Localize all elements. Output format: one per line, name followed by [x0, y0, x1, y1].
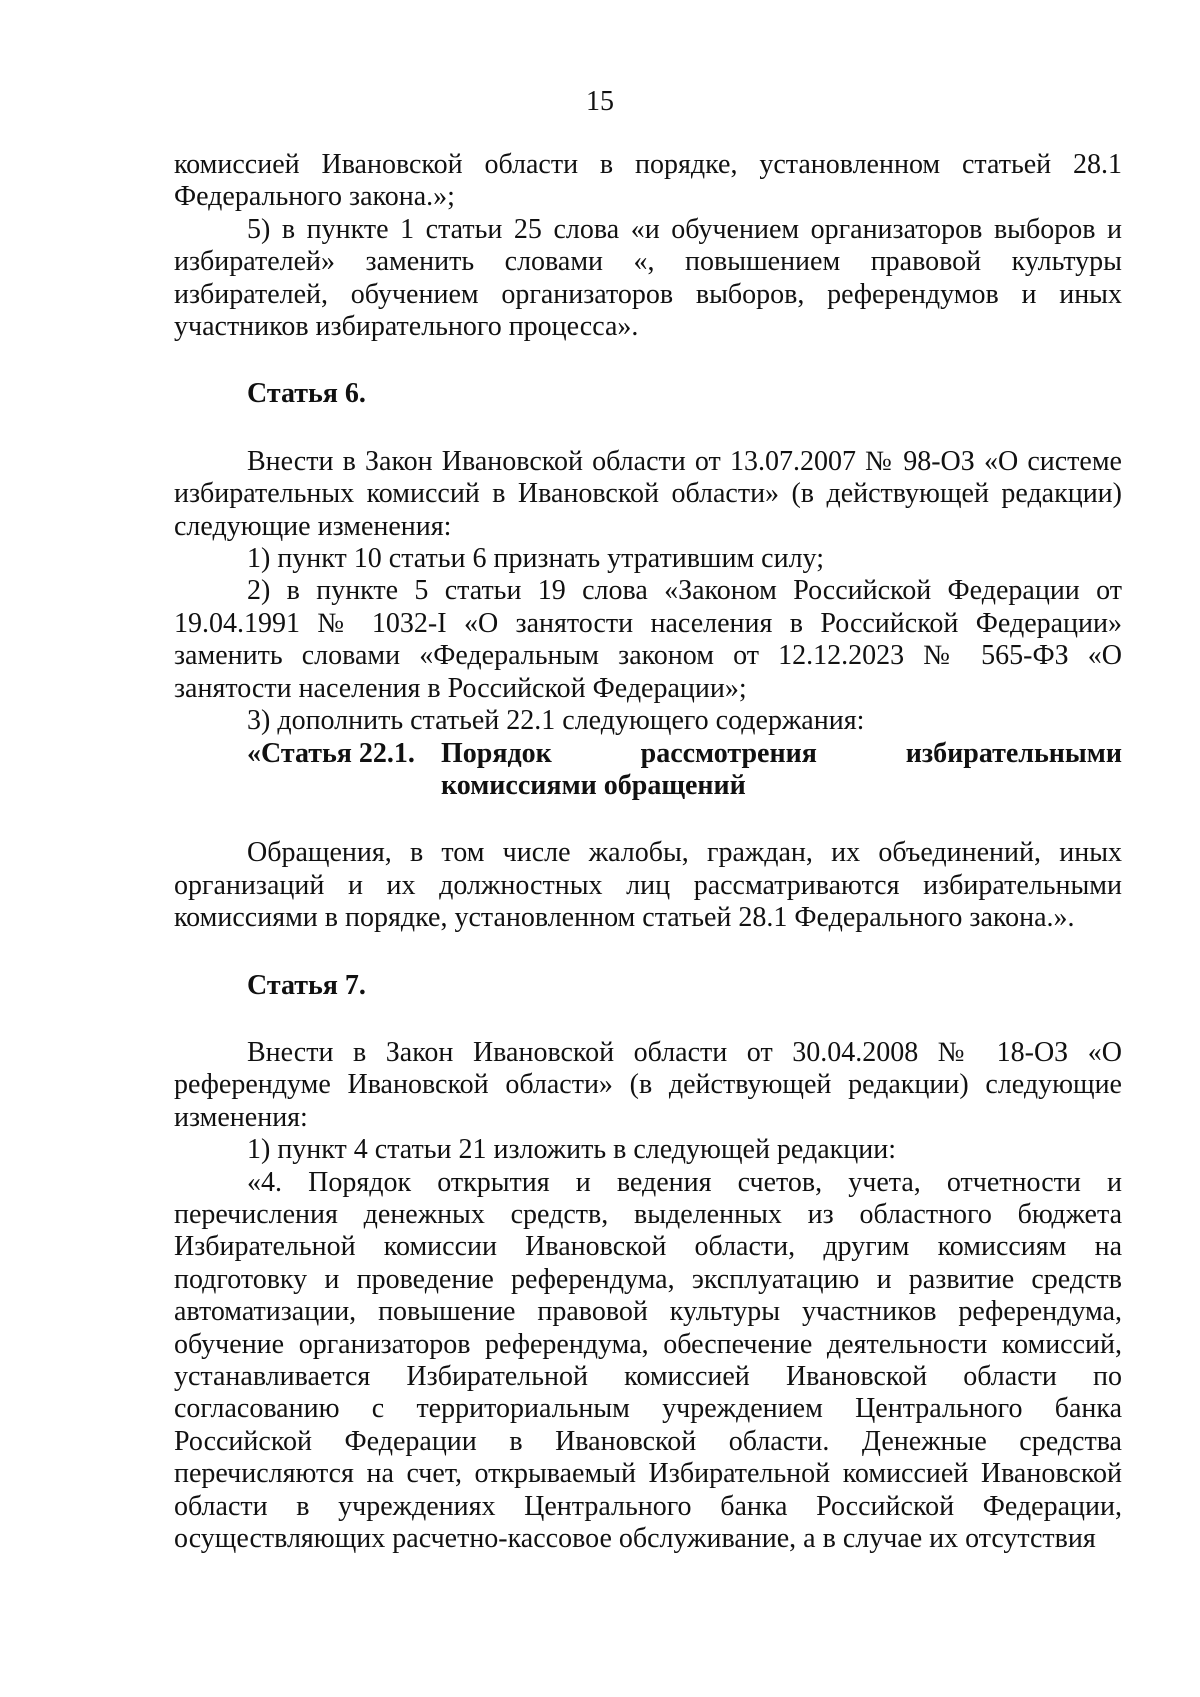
article-6-item-2: 2) в пункте 5 статьи 19 слова «Законом Российской Федерации от 19.04.1991 № 1032-I «О занятости населения в Российской Федерации» заменить словами «Федеральным законом от 12.12.2023 № 565-ФЗ «О занятости населения в Российской Федерации»;	[174, 575, 1122, 704]
article-6-heading: Статья 6.	[247, 378, 366, 410]
article-6-item-3: 3) дополнить статьей 22.1 следующего содержания:	[247, 705, 865, 737]
item-5-paragraph: 5) в пункте 1 статьи 25 слова «и обучением организаторов выборов и избирателей» заменить словами «, повышением правовой культуры избирателей, обучением организаторов выборов, референдумов и иных участников избирательного процесса».	[174, 213, 1122, 343]
page-number: 15	[586, 86, 614, 117]
article-22-1-title-line-1: Порядок рассмотрения избирательными	[441, 737, 1122, 769]
continuation-paragraph: комиссией Ивановской области в порядке, установленном статьей 28.1 Федерального закона.»;	[174, 149, 1122, 213]
article-7-intro: Внести в Закон Ивановской области от 30.04.2008 № 18-ОЗ «О референдуме Ивановской области» (в действующей редакции) следующие изменения:	[174, 1036, 1122, 1133]
article-7-heading: Статья 7.	[247, 969, 366, 1001]
article-6-item-1: 1) пункт 10 статьи 6 признать утратившим силу;	[247, 543, 824, 575]
article-22-1-heading	[174, 738, 1122, 803]
article-22-1-title	[441, 738, 1122, 803]
article-6-intro: Внести в Закон Ивановской области от 13.07.2007 № 98-ОЗ «О системе избирательных комиссий в Ивановской области» (в действующей редакции) следующие изменения:	[174, 445, 1122, 542]
article-22-1-paragraph: Обращения, в том числе жалобы, граждан, их объединений, иных организаций и их должностных лиц рассматриваются избирательными комиссиями в порядке, установленном статьей 28.1 Федерального закона.».	[174, 837, 1122, 934]
article-22-1-number: «Статья 22.1.	[247, 737, 415, 769]
page-body	[174, 149, 1122, 1555]
article-7-item-4-text: «4. Порядок открытия и ведения счетов, учета, отчетности и перечисления денежных средств, выделенных из областного бюджета Избирательной комиссии Ивановской области, другим комиссиям на подготовку и проведение референдума, эксплуатацию и развитие средств автоматизации, повышение правовой культуры участников референдума, обучение организаторов референдума, обеспечение деятельности комиссий, устанавливается Избирательной комиссией Ивановской области по согласованию с территориальным учреждением Центрального банка Российской Федерации в Ивановской области. Денежные средства перечисляются на счет, открываемый Избирательной комиссией Ивановской области в учреждениях Центрального банка Российской Федерации, осуществляющих расчетно-кассовое обслуживание, а в случае их отсутствия	[174, 1166, 1122, 1555]
article-7-item-1: 1) пункт 4 статьи 21 изложить в следующей редакции:	[247, 1134, 897, 1166]
article-22-1-title-line-2: комиссиями обращений	[441, 769, 746, 801]
